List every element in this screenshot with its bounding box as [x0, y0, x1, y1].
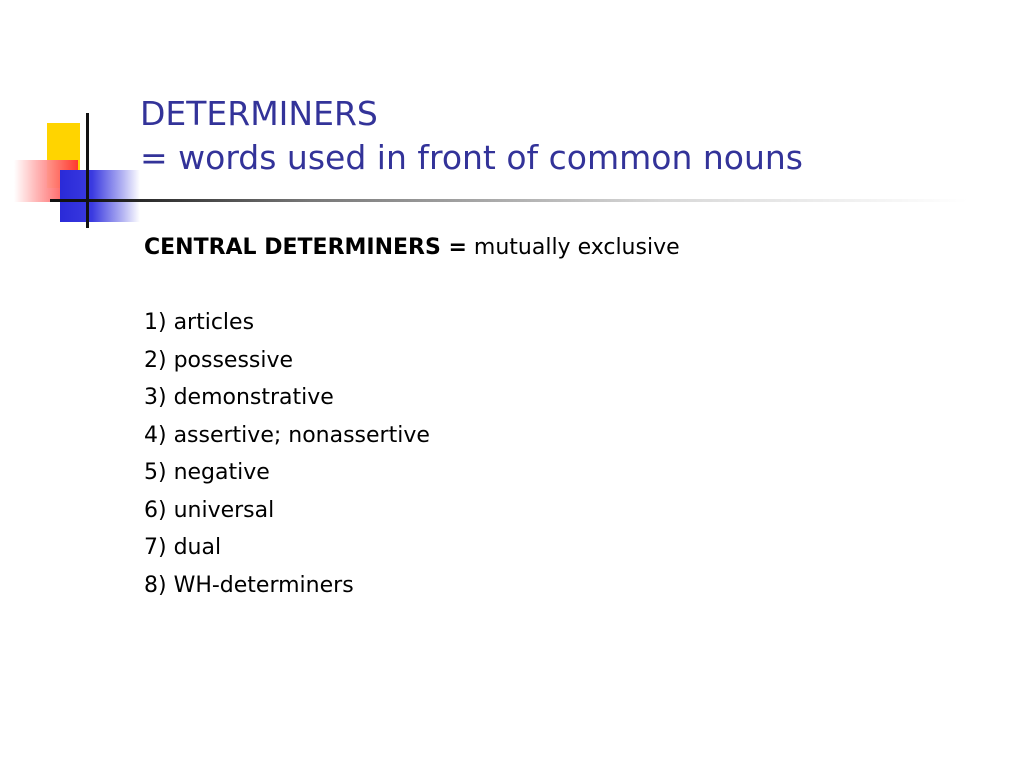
slide-title-line-2: = words used in front of common nouns — [140, 138, 803, 177]
list-item: 6) universal — [144, 497, 275, 523]
decorative-logo — [0, 0, 160, 240]
list-item: 5) negative — [144, 460, 270, 485]
subheading-description: mutually exclusive — [473, 235, 680, 260]
list-item: 8) WH-determiners — [144, 572, 354, 598]
slide-title-line-1: DETERMINERS — [140, 94, 378, 133]
list-item: 7) dual — [144, 535, 222, 560]
subheading-term: CENTRAL DETERMINERS = — [144, 235, 467, 260]
slide-body — [144, 229, 680, 604]
spacer — [144, 267, 680, 305]
subheading — [144, 229, 680, 267]
list-item: 2) possessive — [144, 347, 294, 373]
list-item: 4) assertive; nonassertive — [144, 422, 430, 448]
title-divider — [88, 199, 968, 202]
blue-gradient-shape — [60, 170, 140, 222]
slide-title — [140, 92, 803, 180]
list-item: 3) demonstrative — [144, 385, 334, 410]
list-item: 1) articles — [144, 310, 255, 335]
vertical-line-shape — [86, 113, 89, 228]
